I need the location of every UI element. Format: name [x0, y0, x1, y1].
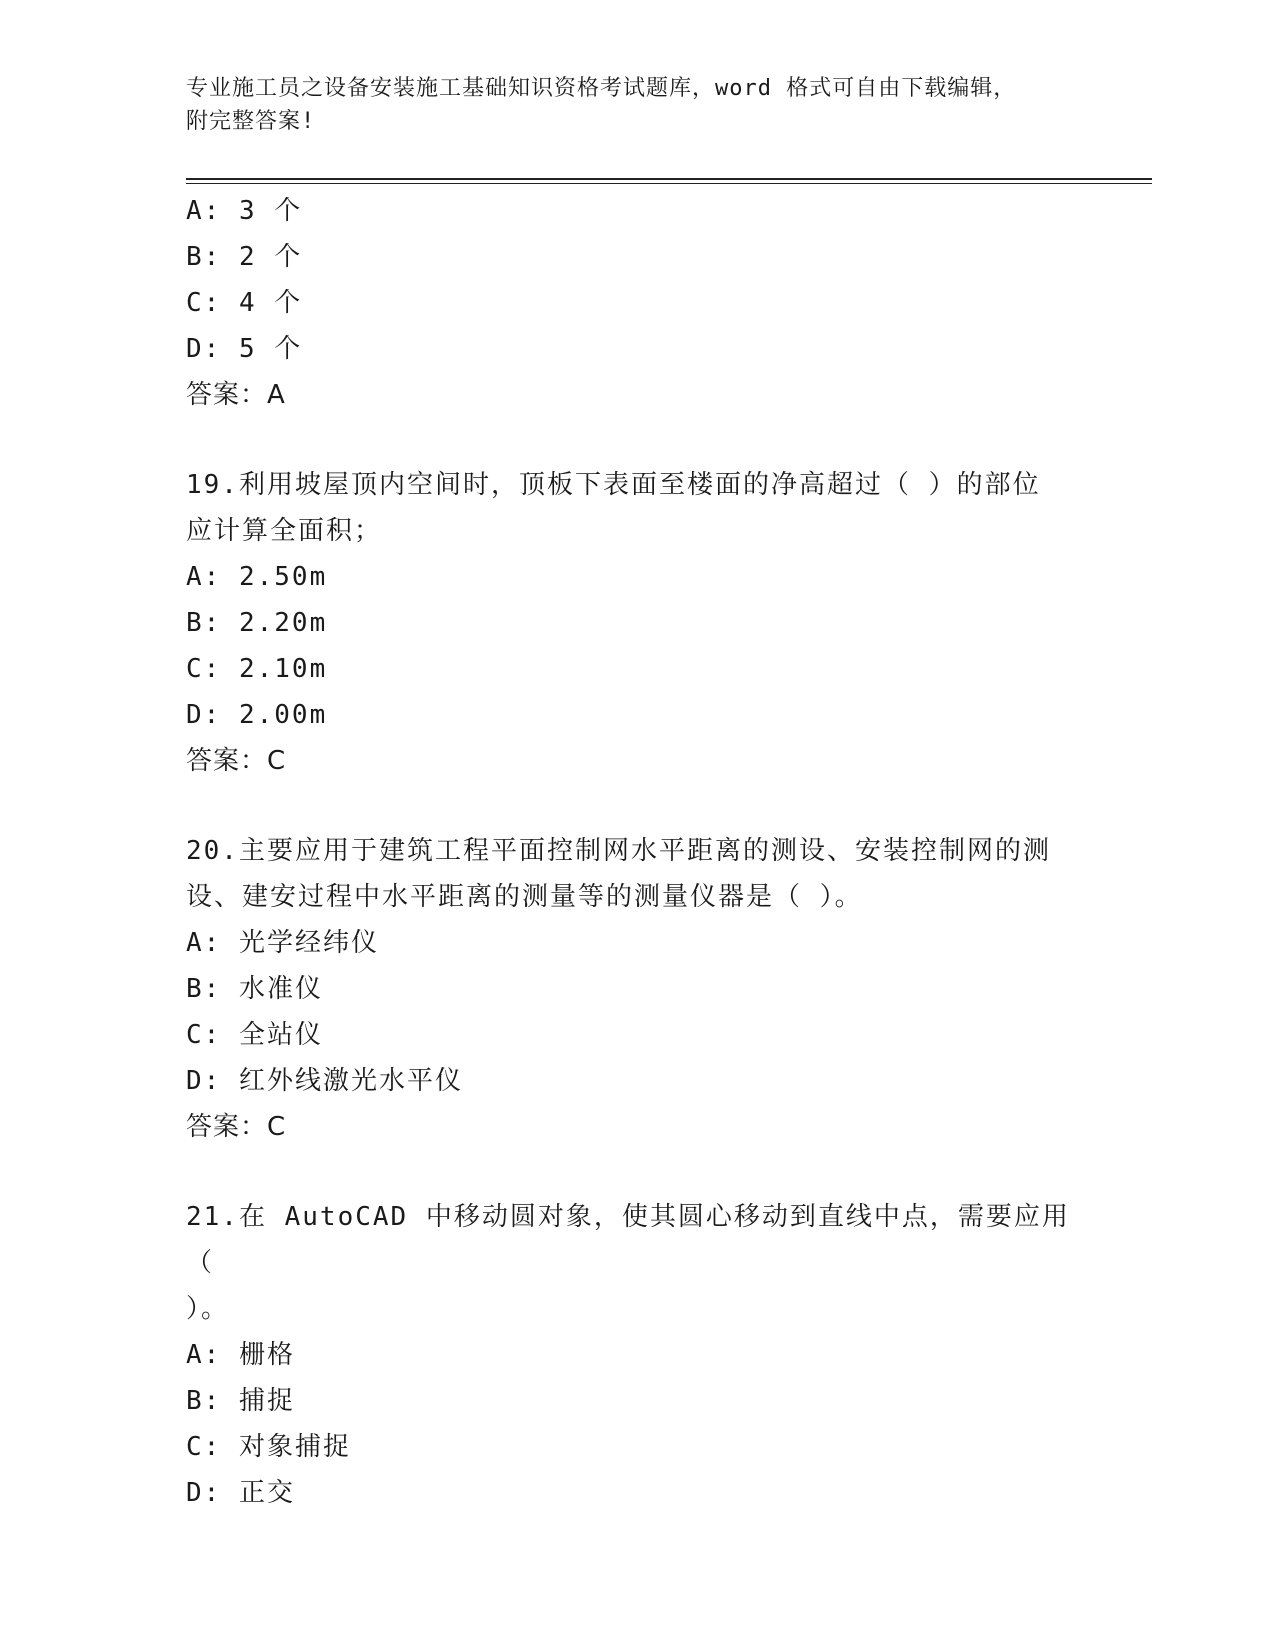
option-b: B: 水准仪: [186, 974, 323, 1004]
question-list: [186, 188, 1086, 1516]
option-c: C: 2.10m: [186, 654, 328, 684]
header-divider-thin: [186, 183, 1152, 184]
question-text-line-1: 21.在 AutoCAD 中移动圆对象，使其圆心移动到直线中点，需要应用（: [186, 1202, 1070, 1278]
answer: 答案：C: [186, 1112, 287, 1142]
header-title-line-2: 附完整答案!: [186, 109, 316, 134]
option-d: D: 正交: [186, 1478, 295, 1508]
header-title-line-1: 专业施工员之设备安装施工基础知识资格考试题库，word 格式可自由下载编辑，: [186, 76, 1017, 101]
option-c: C: 4 个: [186, 288, 303, 318]
question-19: [186, 462, 1086, 784]
question-21: [186, 1194, 1086, 1516]
option-c: C: 全站仪: [186, 1020, 323, 1050]
option-b: B: 2 个: [186, 242, 303, 272]
question-text-line-2: 应计算全面积；: [186, 516, 383, 546]
option-d: D: 5 个: [186, 334, 303, 364]
option-d: D: 2.00m: [186, 700, 328, 730]
option-b: B: 捕捉: [186, 1386, 295, 1416]
answer: 答案：A: [186, 380, 286, 410]
option-a: A: 光学经纬仪: [186, 928, 379, 958]
question-text-line-1: 20.主要应用于建筑工程平面控制网水平距离的测设、安装控制网的测: [186, 836, 1051, 866]
option-b: B: 2.20m: [186, 608, 328, 638]
option-d: D: 红外线激光水平仪: [186, 1066, 463, 1096]
question-18-continued: [186, 188, 1086, 418]
option-a: A: 2.50m: [186, 562, 328, 592]
question-20: [186, 828, 1086, 1150]
header-divider-thick: [186, 178, 1152, 180]
question-text-line-1: 19.利用坡屋顶内空间时，顶板下表面至楼面的净高超过（ ）的部位: [186, 470, 1041, 500]
question-text-line-2: 设、建安过程中水平距离的测量等的测量仪器是（ ）。: [186, 882, 863, 912]
option-c: C: 对象捕捉: [186, 1432, 351, 1462]
option-a: A: 栅格: [186, 1340, 295, 1370]
page-header: [186, 72, 1086, 138]
question-text-line-2: ）。: [186, 1294, 230, 1324]
option-a: A: 3 个: [186, 196, 303, 226]
answer: 答案：C: [186, 746, 287, 776]
